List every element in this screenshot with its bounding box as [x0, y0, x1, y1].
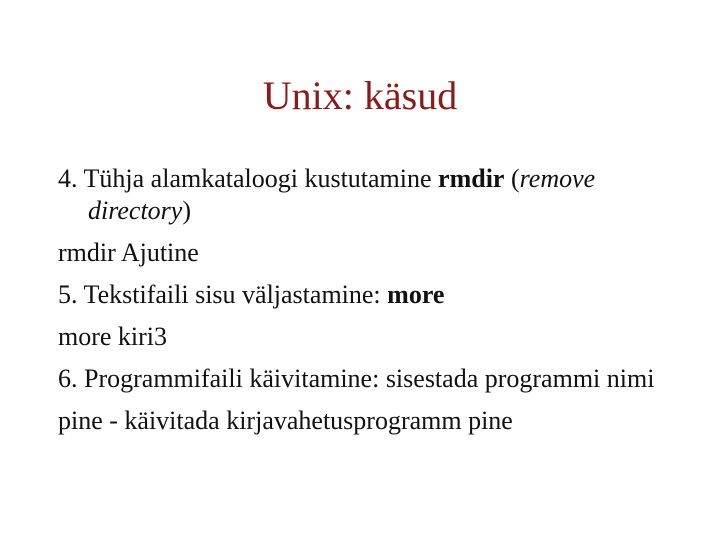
- list-item-more: [58, 279, 678, 311]
- example-more: more kiri3: [58, 322, 168, 351]
- command-name: rmdir: [438, 164, 505, 193]
- slide-body: [58, 163, 678, 447]
- example-rmdir: rmdir Ajutine: [58, 238, 199, 267]
- item-text: 4. Tühja alamkataloogi kustutamine: [58, 164, 439, 193]
- command-note: remove directory: [88, 164, 596, 225]
- paren-open: (: [504, 164, 520, 193]
- paren-close: ): [182, 196, 192, 225]
- item-text: 5. Tekstifaili sisu väljastamine:: [58, 280, 388, 309]
- list-item-run-program: 6. Programmifaili käivitamine: sisestada programmi nimi: [58, 364, 655, 393]
- slide-title: Unix: käsud: [262, 73, 458, 118]
- example-pine: pine - käivitada kirjavahetusprogramm pine: [58, 406, 513, 435]
- list-item-rmdir: [58, 163, 678, 227]
- command-name: more: [387, 280, 445, 309]
